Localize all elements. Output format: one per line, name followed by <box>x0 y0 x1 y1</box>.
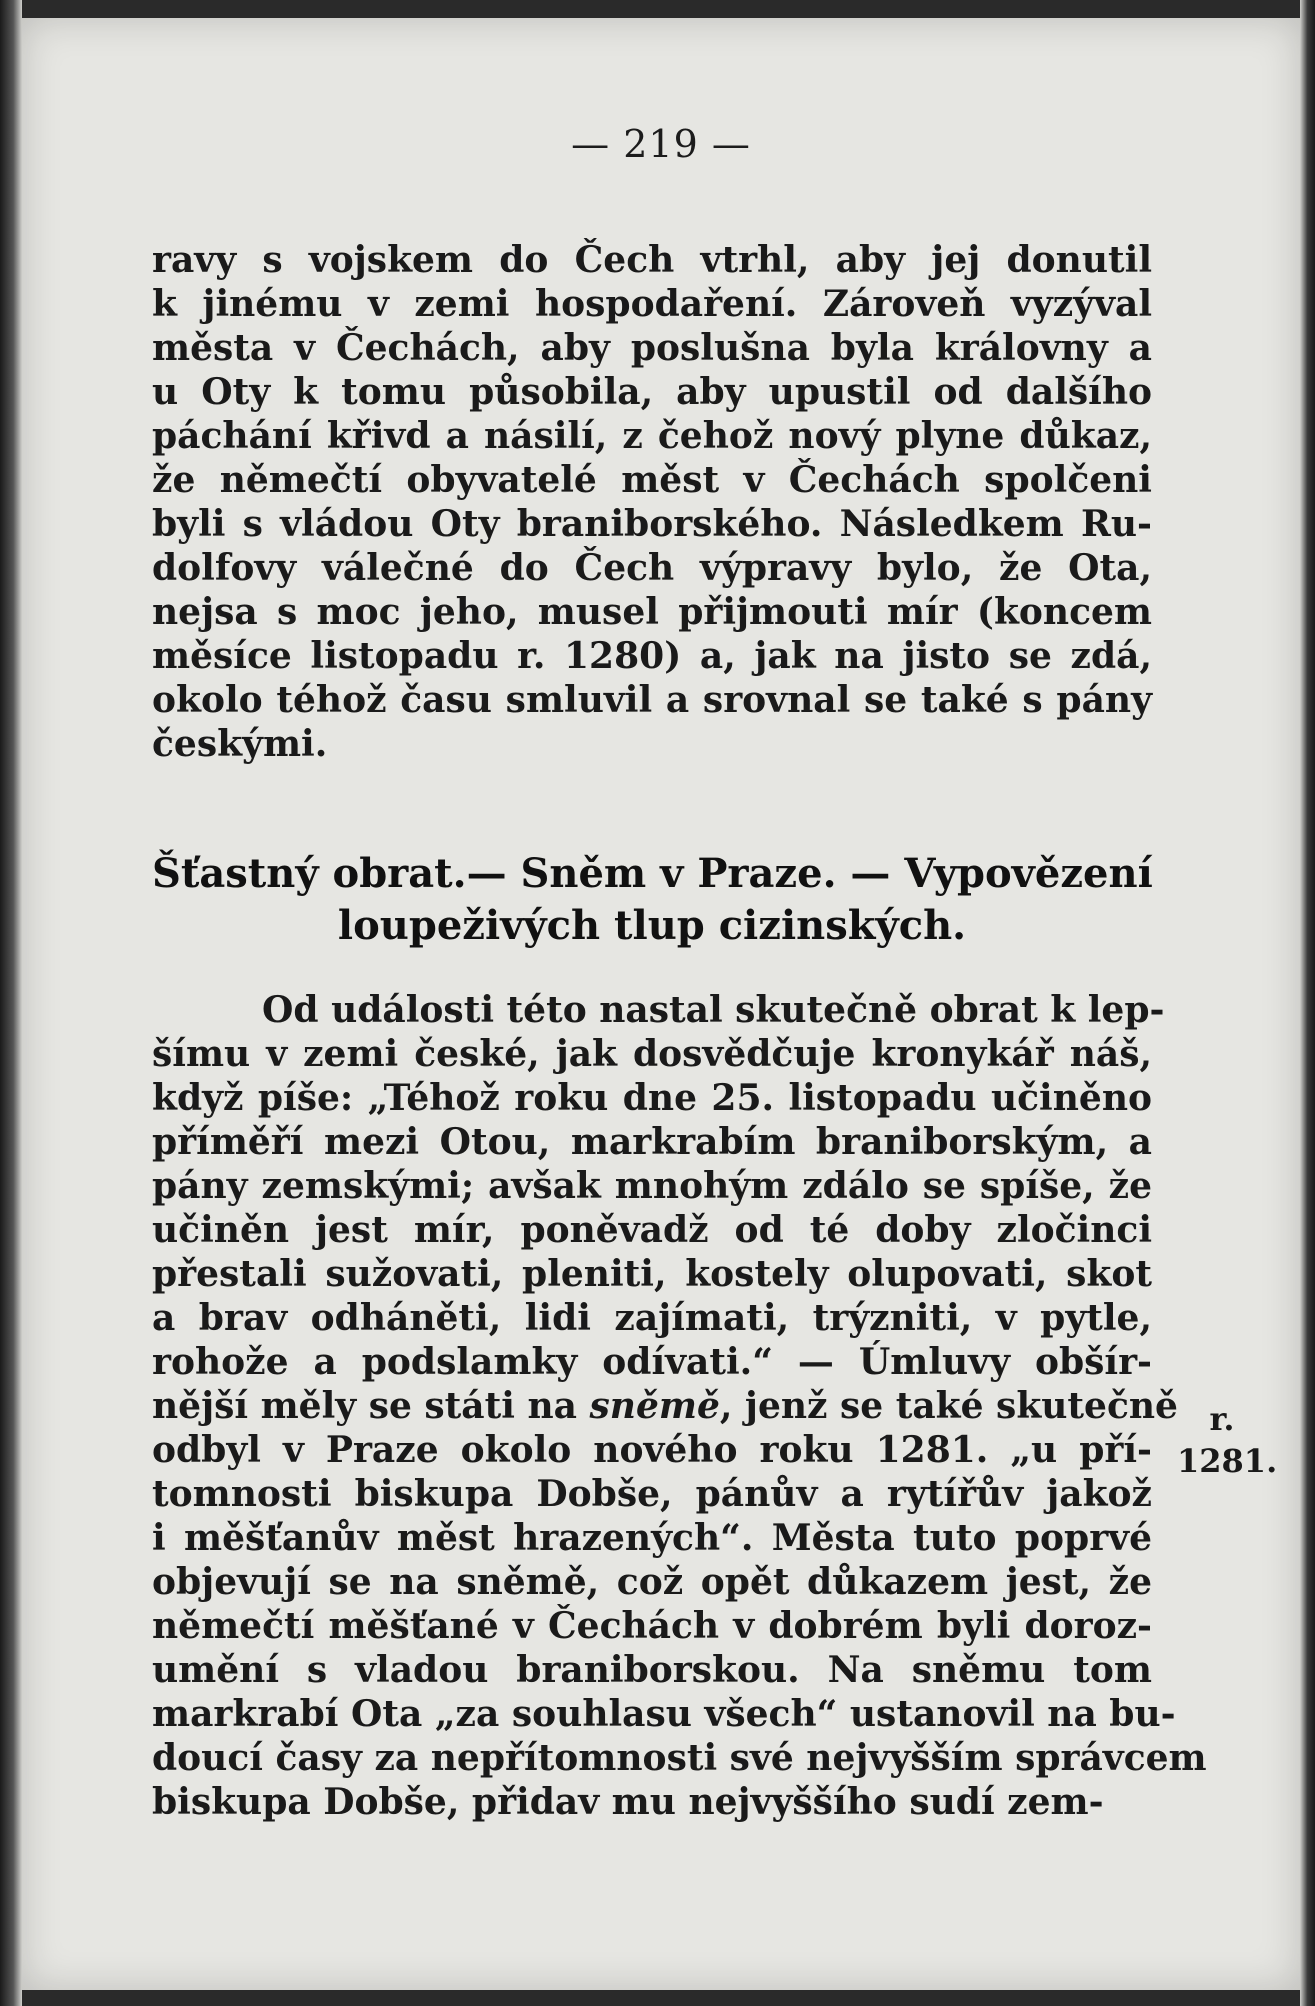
text-line: měsíce listopadu r. 1280) a, jak na jisto se zdá, <box>152 635 1152 677</box>
text-line: biskupa Dobše, přidav mu nejvyššího sudí zem- <box>152 1781 1104 1823</box>
italic-word-sneme: sněmě <box>589 1385 720 1427</box>
text-line: když píše: „Téhož roku dne 25. listopadu učiněno <box>152 1077 1152 1119</box>
page-number: — 219 — <box>571 122 751 166</box>
text-line: i měšťanův měst hrazených“. Města tuto poprvé <box>152 1517 1152 1559</box>
text-line: němečtí měšťané v Čechách v dobrém byli doroz- <box>152 1605 1152 1647</box>
text-line: Od události této nastal skutečně obrat k lep- <box>262 989 1165 1031</box>
text-line: učiněn jest mír, poněvadž od té doby zločinci <box>152 1209 1152 1251</box>
text-line: páchání křivd a násilí, z čehož nový plyne důkaz, <box>152 415 1152 457</box>
paragraph-section <box>152 988 1207 1824</box>
heading-line-1: Šťastný obrat.— Sněm v Praze. — Vypovězení <box>152 850 1153 897</box>
text-line: že němečtí obyvatelé měst v Čechách spolčeni <box>152 459 1152 501</box>
paragraph-continuation <box>152 238 1152 766</box>
text-line: nejsa s moc jeho, musel přijmouti mír (koncem <box>152 591 1152 633</box>
book-page <box>22 18 1300 1990</box>
margin-year-note <box>1177 1398 1278 1482</box>
text-line: ravy s vojskem do Čech vtrhl, aby jej donutil <box>152 239 1152 281</box>
text-line: doucí časy za nepřítomnosti své nejvyšším správcem <box>152 1737 1207 1779</box>
text-segment: , jenž se také skutečně <box>719 1385 1178 1427</box>
text-line-sneme <box>152 1384 1178 1428</box>
text-line: k jinému v zemi hospodaření. Zároveň vyzýval <box>152 283 1152 325</box>
text-line: pány zemskými; avšak mnohým zdálo se spíše, že <box>152 1165 1152 1207</box>
text-line: šímu v zemi české, jak dosvědčuje kronykář náš, <box>152 1033 1152 1075</box>
text-line: přestali sužovati, pleniti, kostely olupovati, skot <box>152 1253 1152 1295</box>
binding-shadow-left <box>0 0 22 2006</box>
text-line: města v Čechách, aby poslušna byla královny a <box>152 327 1152 369</box>
heading-line-2: loupeživých tlup cizinských. <box>337 902 967 949</box>
text-line: odbyl v Praze okolo nového roku 1281. „u pří- <box>152 1429 1152 1471</box>
text-line: a brav odháněti, lidi zajímati, trýzniti, v pytle, <box>152 1297 1152 1339</box>
page-edge-right <box>1300 0 1315 2006</box>
text-line: dolfovy válečné do Čech výpravy bylo, že Ota, <box>152 547 1152 589</box>
text-line: příměří mezi Otou, markrabím braniborským, a <box>152 1121 1152 1163</box>
margin-note-line-1: r. <box>1209 1400 1235 1438</box>
section-heading <box>152 848 1152 952</box>
text-line: umění s vladou braniborskou. Na sněmu tom <box>152 1649 1152 1691</box>
margin-note-line-2: 1281. <box>1177 1442 1278 1480</box>
text-line: českými. <box>152 723 328 765</box>
text-line: objevují se na sněmě, což opět důkazem jest, že <box>152 1561 1152 1603</box>
text-line: okolo téhož času smluvil a srovnal se také s pány <box>152 679 1152 721</box>
text-line: byli s vládou Oty braniborského. Následkem Ru- <box>152 503 1152 545</box>
text-segment: nější měly se státi na <box>152 1385 590 1427</box>
text-line: tomnosti biskupa Dobše, pánův a rytířův jakož <box>152 1473 1152 1515</box>
text-line: u Oty k tomu působila, aby upustil od dalšího <box>152 371 1152 413</box>
text-line: rohože a podslamky odívati.“ — Úmluvy obšír- <box>152 1341 1152 1383</box>
text-line: markrabí Ota „za souhlasu všech“ ustanovil na bu- <box>152 1693 1176 1735</box>
